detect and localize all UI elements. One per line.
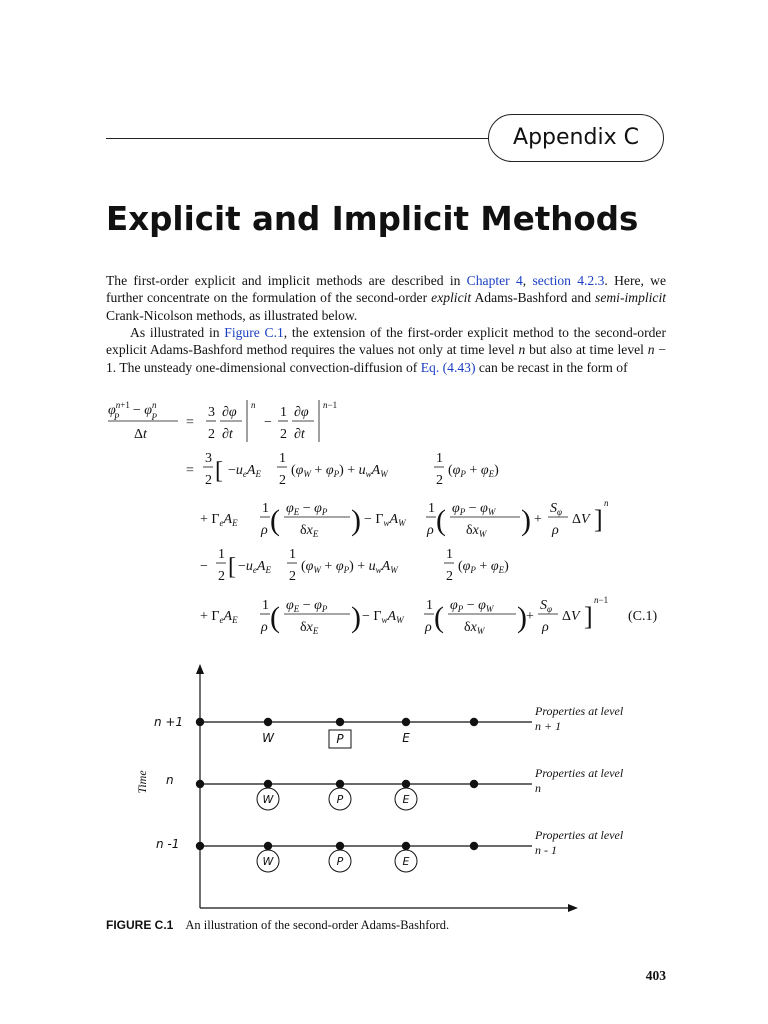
svg-text:δxE: $\delta x_E$ [300,523,319,539]
svg-text:1: 1 [426,598,433,613]
svg-text:[: [ [215,458,223,484]
level-label-n-plus-1: n +1 [154,715,184,729]
svg-text:1: 1 [279,451,286,466]
p2-text-1: As illustrated in [130,325,225,340]
svg-text:): ) [351,601,361,634]
figure-caption-label: FIGURE C.1 [106,918,174,932]
svg-text:(: ( [270,504,280,537]
figure-c1-link[interactable]: Figure C.1 [224,325,284,340]
svg-text:ΔV: ΔV [562,609,580,624]
svg-text:]: ] [584,602,593,631]
svg-text:+ ΓeAE: + $\Gamma_eA_E$ [200,512,238,528]
svg-text:n: n [251,400,256,410]
svg-text:φP − φW: $\varphi_P - \varphi_W$ [452,501,496,517]
node-e: E [402,793,410,806]
svg-text:(φP + φE): $(\varphi_P + \varphi_E)$ [458,559,509,575]
p1-sep: , [522,273,533,288]
level-n-minus-1 [156,828,624,872]
svg-text:ΔV: ΔV [572,512,590,527]
header-rule [106,138,492,139]
svg-text:ρ: ρ [552,523,559,538]
equation-number: (C.1) [628,609,658,624]
svg-text:+: + [526,609,534,624]
svg-text:φE − φP: $\varphi_E - \varphi_P$ [286,501,328,517]
annotation-line-2: n - 1 [535,843,557,857]
level-label-n-minus-1: n -1 [156,837,180,851]
svg-text:(: ( [270,601,280,634]
paragraph-1 [106,272,666,324]
svg-text:2: 2 [446,569,453,584]
p2-text-3: but also at time level [525,342,648,358]
eq-line-4 [200,547,509,584]
svg-text:− ΓwAW: − $\Gamma_wA_W$ [362,609,404,625]
p1-semi-implicit: semi-implicit [595,290,667,306]
node-p: P [336,732,344,746]
svg-text:Δt: Δt [134,427,147,442]
svg-text:2: 2 [436,473,443,488]
node-w: W [262,855,274,868]
svg-text:−ueAE: $-u_eA_E$ [228,463,261,479]
figure-caption-text: An illustration of the second-order Adams-Bashford. [185,918,450,932]
eq-line-5 [200,595,658,636]
svg-text:∂t: ∂t [294,427,305,442]
svg-text:3: 3 [205,451,212,466]
figure-c1 [100,660,660,918]
annotation-line-1: Properties at level [535,704,624,718]
svg-text:1: 1 [262,501,269,516]
eq-line-2 [186,451,499,488]
svg-text:1: 1 [280,405,287,420]
svg-text:(φW + φP) + uwAW: $(\varphi_W + \varphi_P) + u_wA_W$ [301,559,398,575]
p1-text-2: . Here, we further concentrate on the formulation of the second-order [106,273,667,306]
svg-text:ρ: ρ [425,620,432,635]
p2-text-5: can be recast in the form of [475,359,628,375]
eq-4-43-link[interactable]: Eq. (4.43) [420,359,476,375]
figure-caption [106,918,449,933]
svg-text:−: − [200,559,208,574]
svg-text:φn+1P − φnP: $\varphi^n+1$ $P - \varphi^n$ P [108,400,157,422]
equation-c1 [100,396,670,646]
svg-text:∂t: ∂t [222,427,233,442]
svg-text:δxW: $\delta x_W$ [466,523,487,539]
annotation-line-1: Properties at level [535,828,624,842]
p1-text-1: The first-order explicit and implicit methods are described in [106,273,467,288]
svg-text:Sφ: $S_\varphi$ [540,598,552,614]
svg-text:ρ: ρ [261,523,268,538]
svg-text:∂φ: ∂φ [222,405,237,420]
svg-text:): ) [517,601,527,634]
svg-text:−: − [264,415,272,430]
svg-text:n−1: n−1 [594,595,609,605]
p2-text-4: − 1. The unsteady one-dimensional convection-diffusion of [106,342,666,375]
svg-text:=: = [186,463,194,478]
chapter-title: Explicit and Implicit Methods [106,200,639,238]
node-w: W [262,793,274,806]
node-w: W [262,731,274,745]
level-n [166,766,624,810]
svg-text:1: 1 [218,547,225,562]
svg-text:+ ΓeAE: + $\Gamma_eA_E$ [200,609,238,625]
p1-explicit: explicit [431,290,472,306]
section-4-2-3-link[interactable]: section 4.2.3 [532,273,605,288]
svg-text:∂φ: ∂φ [294,405,309,420]
svg-text:1: 1 [428,501,435,516]
svg-text:1: 1 [289,547,296,562]
appendix-label: Appendix C [488,114,664,162]
p1-text-4: Crank-Nicolson methods, as illustrated below. [106,307,358,323]
svg-text:(: ( [436,504,446,537]
svg-text:2: 2 [208,427,215,442]
annotation-line-1: Properties at level [535,766,624,780]
svg-text:2: 2 [289,569,296,584]
annotation-line-2: n [535,781,541,795]
svg-text:−ueAE: $-u_eA_E$ [238,559,271,575]
svg-text:2: 2 [280,427,287,442]
eq-line-1 [108,400,337,442]
svg-text:(: ( [434,601,444,634]
svg-text:3: 3 [208,405,215,420]
svg-text:[: [ [228,554,236,580]
svg-text:=: = [186,415,194,430]
node-e: E [402,731,410,745]
svg-text:1: 1 [262,598,269,613]
page-number: 403 [645,968,666,983]
svg-text:φE − φP: $\varphi_E - \varphi_P$ [286,598,328,614]
svg-text:2: 2 [205,473,212,488]
time-axis-label: Time [135,770,149,794]
svg-text:): ) [521,504,531,537]
svg-text:ρ: ρ [542,620,549,635]
svg-text:− ΓwAW: − $\Gamma_wA_W$ [364,512,406,528]
svg-text:+: + [534,512,542,527]
chapter-4-link[interactable]: Chapter 4 [466,273,523,288]
svg-text:δxE: $\delta x_E$ [300,620,319,636]
annotation-line-2: n + 1 [535,719,562,733]
eq-line-3 [200,498,609,539]
node-p: P [336,855,344,868]
svg-text:φP − φW: $\varphi_P - \varphi_W$ [450,598,494,614]
svg-text:ρ: ρ [427,523,434,538]
svg-text:]: ] [594,505,603,534]
node-e: E [402,855,410,868]
svg-text:(φW + φP) + uwAW: $(\varphi_W + \varphi_P) + u_wA_W$ [291,463,388,479]
svg-text:1: 1 [446,547,453,562]
svg-text:2: 2 [218,569,225,584]
svg-text:1: 1 [436,451,443,466]
svg-text:(φP + φE): $(\varphi_P + \varphi_E)$ [448,463,499,479]
svg-text:2: 2 [279,473,286,488]
p1-text-3: Adams-Bashford and [471,290,596,306]
level-label-n: n [166,773,174,787]
level-n-plus-1 [154,704,624,748]
p2-n-2: n [647,342,655,358]
svg-text:Sφ: $S_\varphi$ [550,501,562,517]
svg-text:ρ: ρ [261,620,268,635]
node-p: P [336,793,344,806]
paragraph-2 [106,324,666,376]
p2-n-1: n [518,342,526,358]
svg-text:δxW: $\delta x_W$ [464,620,485,636]
svg-text:n: n [604,498,609,508]
p2-text-2: , the extension of the first-order explicit method to the second-order explicit Adams-Bashford method requires the values not only at time level [106,325,666,358]
svg-text:): ) [351,504,361,537]
svg-text:n−1: n−1 [323,400,338,410]
